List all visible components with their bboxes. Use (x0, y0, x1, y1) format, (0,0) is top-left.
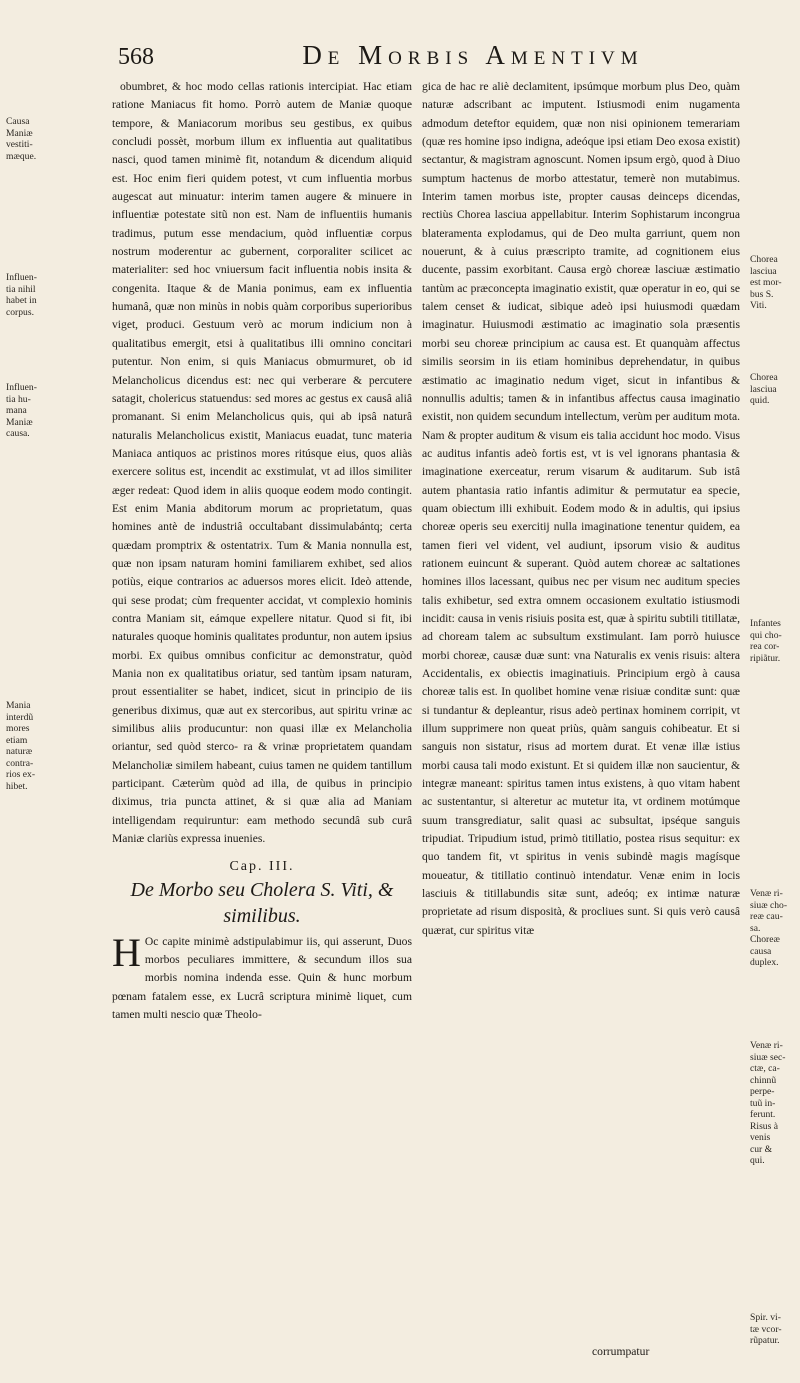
left-column (112, 78, 412, 1025)
right-column (422, 78, 740, 940)
margin-note-right-1: Chorea lasciua est mor- bus S. Viti. (750, 254, 782, 311)
chapter-heading (112, 858, 412, 928)
margin-note-left-4: Mania interdũ mores etiam naturæ contra- rios ex- hibet. (6, 700, 36, 792)
margin-note-right-2: Chorea lasciua quid. (750, 372, 778, 406)
margin-note-right-5: Venæ ri- siuæ sec- ctæ, ca- chinnũ perpe- tuũ in- ferunt. Risus à venis cur & qui. (750, 1040, 786, 1166)
left-paragraph-2-text: Oc capite minimè adstipulabimur iis, qui asserunt, Duos morbos peculiares immittere, & secundum illos sua morbis nomina indenda esse. Quin & hunc morbum pœnam fatalem esse, ex Lucrâ scriptura minimè liquet, cum tamen multi nescio quæ Theolo- (112, 934, 412, 1022)
margin-note-right-4: Venæ ri- siuæ cho- reæ cau- sa. Choreæ causa duplex. (750, 888, 788, 968)
margin-note-left-2: Influen- tia nihil habet in corpus. (6, 272, 37, 318)
page-number: 568 (118, 44, 154, 70)
catchword: corrumpatur (592, 1345, 650, 1358)
drop-cap: H (112, 929, 141, 975)
left-paragraph-2 (112, 929, 412, 1025)
margin-note-right-6: Spir. vi- tæ vcor- rũpatur. (750, 1312, 782, 1346)
margin-note-left-3: Influen- tia hu- mana Maniæ causa. (6, 382, 37, 439)
margin-note-left-1: Causa Maniæ vestiti- mæque. (6, 116, 37, 162)
running-header (118, 40, 758, 76)
running-title: De Morbis Amentivm (302, 40, 644, 70)
margin-note-right-3: Infantes qui cho- rea cor- ripiãtur. (750, 618, 782, 664)
right-paragraph-1: gica de hac re aliè declamitent, ipsúmque morbum plus Deo, quàm naturæ adscribant ac imputent. Istiusmodi enim nugamenta admodum deteftor equidem, quæ non nisi opinionem temerariam (quæ res homine ipso indigna, adeóque ipsi etiam Deo exosa existit) sectantur, & magistram agnoscunt. Nomen ipsum ergò, quod à Diuo sumptum hactenus de morbo attestatur, temerè non mutabimus. Interim tamen morbus iste, propter causas deinceps dicendas, rectiùs Chorea lasciua appellabitur. Interim Sophistarum incongrua blateramenta explodamus, qui de Deo multa garriunt, quem non nouerunt, & à cuius præscripto tramite, ad cognitionem eius ducente, passim exorbitant. Causa ergò choreæ lasciuæ æstimatio tantùm ac præconcepta imaginatio existit, quæ operatur in eo, qui se talem censet & iudicat, sibique adeò ipsi huiusmodi quædam imaginatur. Huiusmodi æstimatio ac imaginatio sola præsentis morbi seu choreæ principium ac causa est. Et quanquàm affectus similis seorsim in iis etiam hominibus deprehendatur, in quibus æstimatio ac imaginatio nedum viget, sicut in infantibus & nonnullis adultis; tamen & in infantibus affectus causa imaginatio existit, non quidem secundum intellectum, verùm per auditum mota. Nam & propter auditum & visum eis talia accidunt hoc modo. Visus ac auditus infantis adeò fortis est, vt is vel ignorans phantasia & imaginatione exerceatur, rerum visarum & auditarum. Sub istâ autem phantasia ratio infantis adimitur & permutatur ea specie, quam obiectum illi exhibuit. Eodem modo & in adultis, qui ipsius choreæ operis seu exercitij nulla imaginatione tenentur quidem, ea tamen fieri vel vident, vel audiunt, ipsorum visio & auditus rationem euincunt & superant. Quòd autem choreæ ac saltationes homines illos lacessant, quibus nec per visum nec auditum species talis exhibetur, sed extra omnem occasionem exultatio istiusmodi incidit: causa in venis risiuis posita est, quæ à spiritu subtili titillatæ, ad choream talem ac subsultum exstimulant. Iam porrò huiusce morbi choreæ, causæ duæ sunt: vna Naturalis ex venis risuis: altera Accidentalis, ex obiectis imaginatiuis. Principium ergò à causa choreæ talis est. In quolibet homine venæ risiuæ conditæ sunt: quæ si tundantur & depleantur, risus adeò pertinax hominem corripit, vt illum supprimere non queat priùs, quàm sanguis cohibeatur. Et si sanguis non sistatur, risus ad mortem durat. Et venæ illæ istius morbi causa tali modo existunt. Et si quidem illæ non saucientur, & integræ maneant: spiritus tamen intus existens, à quo vitam habent ac sustentantur, si alteretur ac mutetur ita, vt ordinem motúmque suum transgrediatur, salit quasi ac subsultat, ipséque sanguis tripudiat. Tripudium istud, primò titillatio, postea risus sequitur: ex quo tandem fit, vt spiritus in venis subindè magis magísque moueatur, & titillatio continuò intendatur. Venæ enim in locis lasciuis & titillabundis sitæ sunt, adeóq; ex intimæ naturæ proprietate ad risum disposità, & procliues sunt. Si quis verò causâ quærat, cur spiritus vitæ (422, 80, 740, 937)
left-paragraph-1: obumbret, & hoc modo cellas rationis intercipiat. Hac etiam ratione Maniacus fit homo. Porrò autem de Maniæ quoque tempore, & Maniacorum moribus seu gestibus, ex quibus concludi possèt, morbum illum ex influentia aut qualitatibus nasci, quod tamen minimè fit, notandum & dicendum aliquid est. Hoc enim fieri quidem potest, vt cum influentia morbus augescat aut minuatur: interim tamen augere & minuere in influentiæ potestate sitũ non est. Nam de influentiis humanis tradimus, putum esse mendacium, quòd influentiæ corpus nostrum moderentur ac gubernent, corporaliter scilicet ac materialiter: sed hoc vniuersum facit influentia nobis insita & congenita. Itaque & de Mania ponimus, eam ex influentia humanâ, quæ non minùs in nobis quàm corporibus superioribus viget, produci. Gestuum verò ac morum indicium non à qualitatibus emergit, etsi à qualitatibus illi omnino concitari putentur. Non enim, si quis Maniacus obmurmuret, ob id Melancholicus dicendus est: nec qui verberare & percutere satagit, cholericus statuendus: sed mores ac gestus ex causâ aliâ promanant. Si enim Melancholicus quis, qui ab ipsâ naturâ naturalis Melancholicus existit, Maniacus euadat, tunc materia Maniaca antiquos ac pristinos mores ritúsque eius, quos aliàs exercere solitus est, incendit ac exstimulat, vt ad illos similiter æger redeat: Quod idem in aliis quoque eodem modo contingit. Est enim Mania abditorum morum ac proprietatum, quas homines antè de industriâ occultabant dissimulabántq; certa quædam promptrix & ostentatrix. Tum & Mania nonnulla est, quæ non ipsam naturam homini familiarem exhibet, sed alios potiùs, eique contrarios ac aduersos mores elicit. Ideò attende, qui sese prodat; cùm frequenter accidat, vt complexio hominis contra Maniam sit, eámque expellere nitatur. Quod si fit, ibi naturales quoque hominis qualitates produntur, non autem ipsius morbi. Ex quibus omnibus conficitur ac demonstratur, quòd Mania non ex qualitatibus oriatur, sed tantùm ipsam naturam, prout essentialiter se habet, indicet, sicut in principio de iis generibus diximus, quæ aut ex stercoribus, aut spiritu vrinæ ac similibus aliis producuntur: non quasi illæ ex Melancholia oriantur, sed quòd sterco- ra & vrinæ proprietatem quandam Melancholiæ similem habeant, cuius tamen ne quidem tantillum participant. Cæterùm quòd ad illa, de quibus in principio diximus, tria puncta attinet, & si quæ alia ad Maniam intelligendam requiruntur: eam methodo secundâ sub curâ Maniæ clariùs expressa inuenies. (112, 80, 412, 846)
chapter-number: Cap. III. (229, 859, 295, 875)
chapter-title: De Morbo seu Cholera S. Viti, & similibus. (130, 878, 394, 927)
